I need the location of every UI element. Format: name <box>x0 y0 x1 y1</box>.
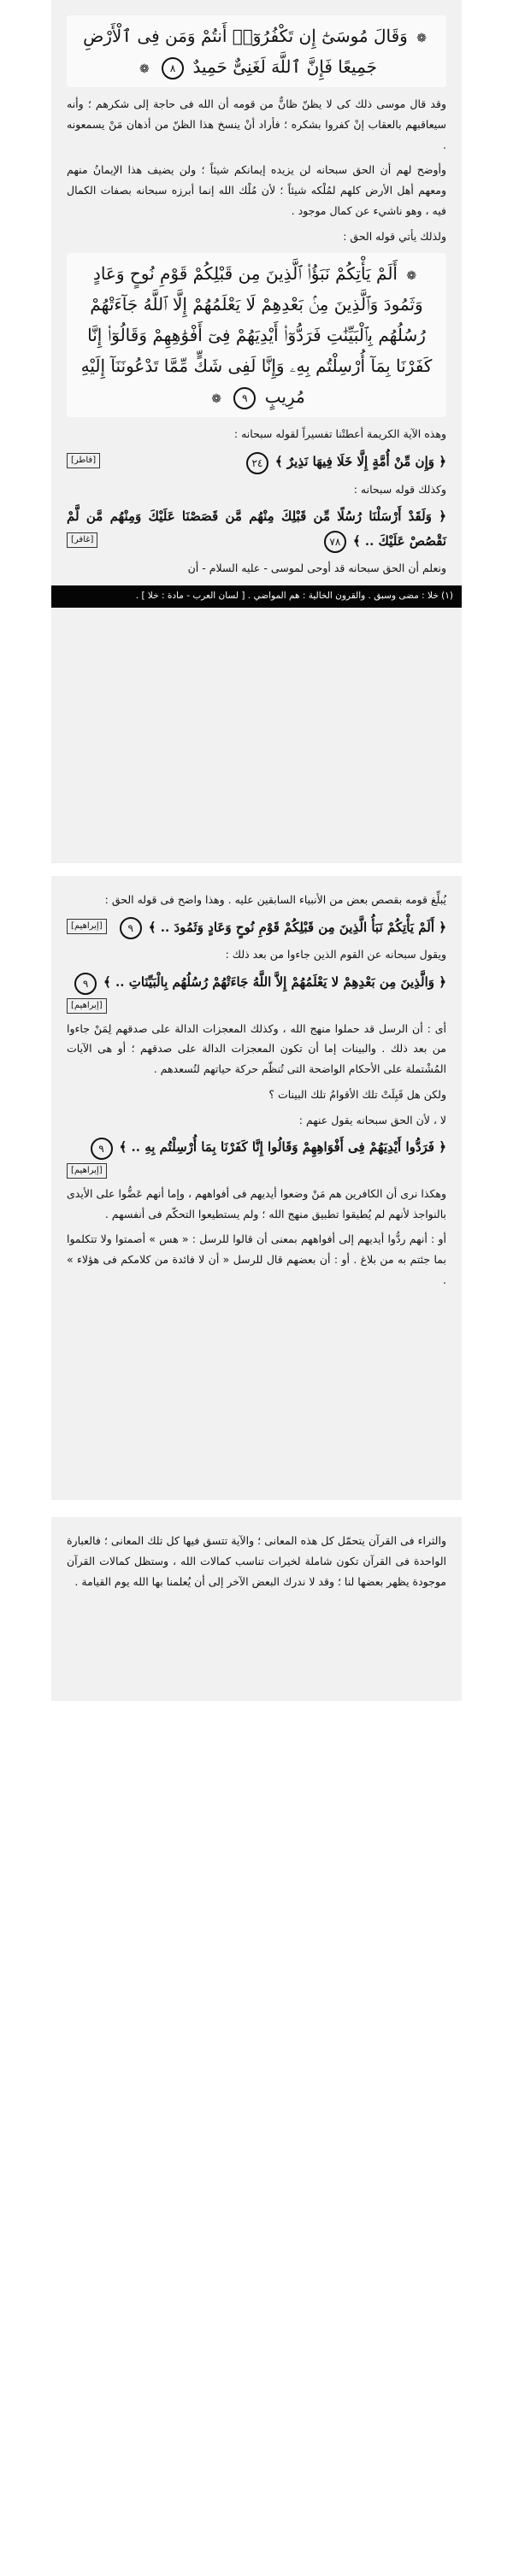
verse-ornament-icon: ❁ <box>139 62 150 76</box>
ayah-number: ٩ <box>74 973 97 995</box>
quran-quote <box>67 915 446 940</box>
quote-text: ﴿ وَإِن مِّنْ أُمَّةٍ إِلَّا خَلَا فِيهَا نَذِيرٌ ﴾ <box>274 454 446 469</box>
ayah-number: ٩ <box>91 1138 113 1160</box>
book-page-2 <box>51 876 462 1500</box>
paragraph: ولذلك يأتي قوله الحق : <box>343 229 446 243</box>
quran-quote <box>67 504 446 553</box>
paragraph: لا ، لأن الحق سبحانه يقول عنهم : <box>298 1113 446 1126</box>
paragraph: يُبلِّغ قومه بقصص بعض من الأنبياء السابقين عليه . وهذا واضح فى قوله الحق : <box>104 893 446 906</box>
ayah-number: ٨ <box>162 57 184 79</box>
paragraph: ونعلم أن الحق سبحانه قد أوحى لموسى - عليه السلام - أن <box>187 562 446 575</box>
surah-reference: [إبراهيم] <box>67 998 107 1014</box>
paragraph: أى : أن الرسل قد حملوا منهج الله ، وكذلك المعجزات الدالة على صدقهم لِمَنْ جاءوا من بعد ذلك . والبينات إما أن تكون المعجزات الدالة على صدقهم ؛ أو هى الآيات المُشْتملة على الأحكام الواضحة التى تُنظّم حركة حياتهم لتُسعدهم . <box>67 1021 446 1075</box>
paragraph: وأوضح لهم أن الحق سبحانه لن يزيده إيمانكم شيئاً ؛ ولن يضيف هذا الإيمانُ منهم ومعهم أهل الأرض كلهم لمُلْكه شيئاً ؛ لأن مُلْك الله إنما أبرزه سبحانه بصفات الكمال فيه ، وهو ناشيء عن كمال موجود . <box>67 163 446 217</box>
verse-text: أَلَمْ يَأْتِكُمْ نَبَؤُا۟ ٱلَّذِينَ مِن قَبْلِكُمْ قَوْمِ نُوحٍ وَعَادٍ وَثَمُودَ وَٱلَّذِينَ مِنۢ بَعْدِهِمْ لَا يَعْلَمُهُمْ إِلَّا ٱللَّهُ جَآءَتْهُمْ رُسُلُهُم بِٱلْبَيِّنَٰتِ فَرَدُّوٓا۟ أَيْدِيَهُمْ فِىٓ أَفْوَٰهِهِمْ وَقَالُوٓا۟ إِنَّا كَفَرْنَا بِمَآ أُرْسِلْتُم بِهِۦ وَإِنَّا لَفِى شَكٍّ مِّمَّا تَدْعُونَنَآ إِلَيْهِ مُرِيبٍ <box>80 263 433 408</box>
quran-verse-banner <box>67 15 446 87</box>
footnote: (١) خلا : مضى وسبق . والقرون الخالية : هم المواضي . [ لسان العرب - مادة : خلا ] . <box>51 585 462 608</box>
ayah-number: ٧٨ <box>324 531 346 553</box>
verse-text: وَقَالَ مُوسَىٰٓ إِن تَكْفُرُوٓا۟ أَنتُمْ وَمَن فِى ٱلْأَرْضِ جَمِيعًا فَإِنَّ ٱللَّهَ لَغَنِىٌّ حَمِيدٌ <box>83 26 408 77</box>
paragraph: وهذه الآية الكريمة أعطتْنا تفسيراً لقوله سبحانه : <box>233 427 446 441</box>
book-page-1 <box>51 0 462 863</box>
paragraph: وكذلك قوله سبحانه : <box>353 482 446 496</box>
verse-ornament-icon: ❁ <box>211 392 222 407</box>
surah-reference: [إبراهيم] <box>67 1163 107 1179</box>
verse-ornament-icon: ❁ <box>406 269 417 284</box>
surah-reference: [إبراهيم] <box>67 919 107 934</box>
paragraph: والثراء فى القرآن يتحمّل كل هذه المعانى ؛ والآية تتسق فيها كل تلك المعانى ؛ فالعبارة الواحدة فى القرآن تكون شاملة لخيرات تناسب كمالات الله ، وستظل كمالات القرآن موجودة يظهر بعضها لنا ؛ وقد لا ندرك البعض الآخر إلى أن يُعلمنا بها الله يوم القيامة . <box>67 1534 446 1588</box>
quran-quote <box>67 970 446 1014</box>
paragraph: وهكذا نرى أن الكافرين هم مَنْ وضعوا أيديهم فى أفواههم ، وإما أنهم عَضُّوا على الأيدى بالنواجذ لأنهم لم يُطيقوا تطبيق منهج الله ؛ ولم يستطيعوا التحكّم فى أنفسهم . <box>67 1186 446 1220</box>
ayah-number: ٢٤ <box>246 452 268 474</box>
surah-reference: [فاطر] <box>67 453 100 468</box>
quote-text: ﴿ أَلَمْ يَأْتِكُمْ نَبَأُ الَّذِينَ مِن قَبْلِكُمْ قَوْمِ نُوحٍ وَعَادٍ وَثَمُودَ .. ﴾ <box>148 919 446 935</box>
paragraph: ويقول سبحانه عن القوم الذين جاءوا من بعد ذلك : <box>225 948 446 962</box>
paragraph: ولكن هل قَبِلَتْ تلك الأقوامُ تلك البينات ؟ <box>268 1087 446 1101</box>
paragraph: وقد قال موسى ذلك كى لا يظنّ ظانٌّ من قومه أن الله فى حاجة إلى شكرهم ؛ وأنه سيعاقبهم بالعقاب إنْ كفروا بشكره ؛ فأراد أنْ ينسخ هذا الظنّ من أذهان مَنْ يسمعونه . <box>67 97 446 151</box>
quran-quote <box>67 450 446 474</box>
quran-quote <box>67 1135 446 1179</box>
surah-reference: [غافر] <box>67 532 97 548</box>
ayah-number: ٩ <box>233 387 256 409</box>
quote-text: ﴿ وَالَّذِينَ مِن بَعْدِهِمْ لا يَعْلَمُهُمْ إِلاَّ اللَّهُ جَاءَتْهُمْ رُسُلُهُم بِالْبَيِّنَاتِ .. ﴾ <box>103 974 446 990</box>
verse-ornament-icon: ❁ <box>416 32 427 45</box>
book-page-3 <box>51 1517 462 1701</box>
paragraph: أو : أنهم ردُّوا أيديهم إلى أفواههم بمعنى أن قالوا للرسل : « هس » أصمتوا ولا تتكلموا بما جئتم به من بلاغ . أو : أن بعضهم قال للرسل « أن لا فائدة من كلامكم فى هؤلاء » . <box>67 1232 446 1286</box>
quote-text: ﴿ فَرَدُّوا أَيْدِيَهُمْ فِى أَفْوَاهِهِمْ وَقَالُوا إِنَّا كَفَرْنَا بِمَا أُرْسِلْتُم بِهِ .. ﴾ <box>119 1139 446 1156</box>
quran-verse-banner <box>67 253 446 417</box>
quote-text: ﴿ وَلَقَدْ أَرْسَلْنَا رُسُلًا مِّن قَبْلِكَ مِنْهُم مَّن قَصَصْنَا عَلَيْكَ وَمِنْهُم مَّن لَّمْ نَقْصُصْ عَلَيْكَ .. ﴾ <box>67 509 446 549</box>
ayah-number: ٩ <box>120 917 142 939</box>
